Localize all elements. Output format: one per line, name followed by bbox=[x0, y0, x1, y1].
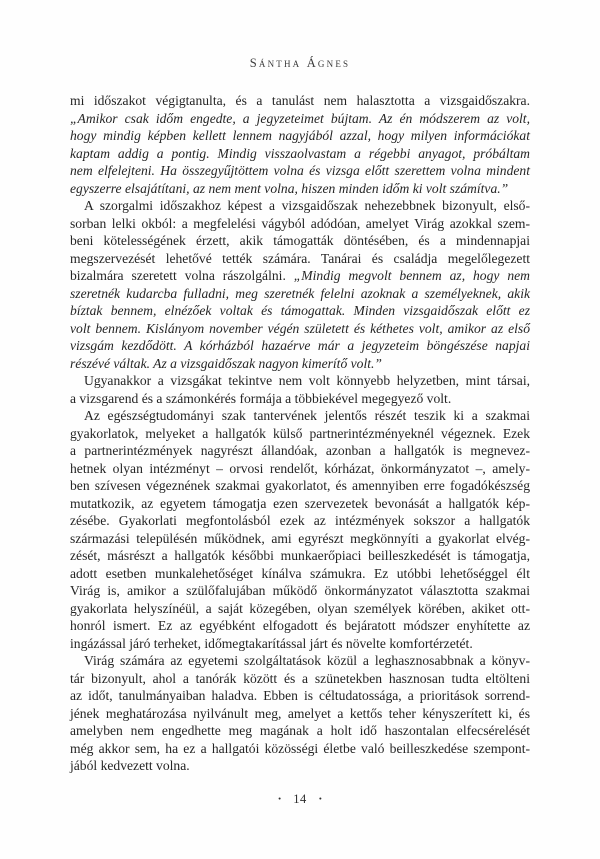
text-line bbox=[70, 652, 530, 670]
body-text: Ugyanakkor a vizsgákat tekintve nem volt könnyebb helyzetben, mint társai, bbox=[84, 373, 530, 388]
text-line bbox=[70, 232, 530, 250]
text-line bbox=[70, 670, 530, 688]
body-text: honról ismert. Ez az egyébként elfogadott és bejáratott módszer enyhítette az bbox=[70, 618, 530, 633]
text-line bbox=[70, 705, 530, 723]
body-text: zését, másrészt a hallgatók későbbi munkaerőpiaci beilleszkedését is támogatja, bbox=[70, 548, 530, 563]
body-text: a vizsgarend és a számonkérés formája a többiekével megegyező volt. bbox=[70, 390, 452, 406]
body-text: ben szívesen végeznének szakmai gyakorlatot, és amennyiben erre fogadókészség bbox=[70, 478, 530, 493]
text-line bbox=[70, 477, 530, 495]
body-text: A szorgalmi időszakhoz képest a vizsgaidőszak nehezebbnek bizonyult, első- bbox=[84, 198, 530, 213]
text-line bbox=[70, 372, 530, 390]
body-text: zésébe. Gyakorlati megfontolásból ezek az intézmények sokszor a hallgatók bbox=[70, 513, 530, 528]
body-text: hetnek olyan intézményt – orvosi rendelőt, kórházat, önkormányzatot –, amely- bbox=[70, 460, 530, 476]
text-line bbox=[70, 267, 530, 285]
body-text: mi időszakot végigtanulta, és a tanulást nem halasztotta a vizsgaidőszakra. bbox=[70, 93, 530, 108]
text-line bbox=[70, 460, 530, 478]
body-text: sorban lelki okból: a megfelelési vágyból adódóan, amelyet Virág azokkal szem- bbox=[70, 215, 530, 231]
body-text: gyakorlata helyszínéül, a saját közegében, olyan személyek körében, akiket ott- bbox=[70, 600, 530, 616]
text-line bbox=[70, 250, 530, 268]
text-line bbox=[70, 512, 530, 530]
quote-text: volt bennem. Kislányom november végén született és kéthetes volt, amikor az első bbox=[70, 320, 530, 336]
text-line bbox=[70, 722, 530, 740]
body-text: származási településén működnek, ami egyrészt megkönnyíti a gyakorlat elvég- bbox=[70, 530, 530, 546]
text-line bbox=[70, 495, 530, 513]
quote-text: szeretnék kudarcba fulladni, meg szeretnék felelni azoknak a személyeknek, akik bbox=[70, 285, 530, 301]
body-text: az időt, tanulmányaiban haladva. Ebben is céltudatossága, a prioritások sorrend- bbox=[70, 688, 530, 703]
text-line bbox=[70, 530, 530, 548]
body-text: Virág is, amikor a szülőfalujában működő önkormányzatot választotta szakmai bbox=[70, 583, 530, 598]
text-line bbox=[70, 355, 530, 373]
body-text: bizalmára szeretett volna rászolgálni. bbox=[70, 268, 294, 283]
text-line bbox=[70, 740, 530, 758]
body-text: Virág számára az egyetemi szolgáltatások közül a leghasznosabbnak a könyv- bbox=[84, 653, 530, 668]
page-footer bbox=[0, 792, 600, 807]
folio-ornament-left: • bbox=[278, 793, 282, 804]
quote-text: hogy mindig képben kellett lennem nagyjából azzal, hogy milyen információkat bbox=[70, 128, 530, 143]
body-text: jából kedvezett volna. bbox=[70, 758, 190, 773]
text-line bbox=[70, 600, 530, 618]
text-line bbox=[70, 302, 530, 320]
text-line bbox=[70, 127, 530, 145]
body-text: Az egészségtudományi szak tantervének jelentős részét teszik ki a szakmai bbox=[84, 408, 530, 423]
text-line bbox=[70, 197, 530, 215]
text-line bbox=[70, 162, 530, 180]
quote-text: kaptam addig a pontig. Mindig visszaolvastam a régebbi anyagot, próbáltam bbox=[70, 145, 530, 161]
text-line bbox=[70, 757, 530, 775]
paragraph bbox=[70, 92, 530, 197]
quote-text: bíztak bennem, elnézőek voltak és támogattak. Minden vizsgaidőszak előtt ez bbox=[70, 303, 530, 318]
text-line bbox=[70, 145, 530, 163]
body-text: megszervezését lehetővé tették számára. Tanárai és családja megelőlegezett bbox=[70, 250, 530, 266]
running-head: Sántha Ágnes bbox=[249, 56, 351, 70]
text-line bbox=[70, 320, 530, 338]
body-text: mutatkozik, az egyetem támogatja ezen szervezetek bevonását a hallgatók kép- bbox=[70, 495, 530, 511]
text-line bbox=[70, 617, 530, 635]
text-block bbox=[70, 92, 530, 775]
quote-text: vizsgám kezdődött. A kórházból hazaérve már a jegyzeteim böngészése napjai bbox=[70, 338, 530, 353]
text-line bbox=[70, 582, 530, 600]
text-line bbox=[70, 635, 530, 653]
body-text: adott esetben munkalehetőséget kínálva számukra. Ez utóbbi lehetőséggel élt bbox=[70, 565, 530, 581]
text-line bbox=[70, 110, 530, 128]
text-line bbox=[70, 390, 530, 408]
body-text: amelyben nem engedhette meg magának a holt idő haszontalan elfecsérelését bbox=[70, 723, 530, 738]
paragraph bbox=[70, 197, 530, 372]
body-text: jének meghatározása nyilvánult meg, amelyet a kettős teher kényszerített ki, és bbox=[70, 705, 530, 721]
body-text: gyakorlatok, melyeket a hallgatók külső partnerintézményeknél végeznek. Ezek bbox=[70, 425, 530, 441]
text-line bbox=[70, 337, 530, 355]
text-line bbox=[70, 425, 530, 443]
body-text: még akkor sem, ha ez a hallgatói közösségi életbe való beilleszkedése szempont- bbox=[70, 740, 530, 756]
paragraph bbox=[70, 372, 530, 407]
body-text: beni kötelességének érzett, akik támogatták döntésében, és a mindennapjai bbox=[70, 233, 530, 248]
quote-text: egyszerre elsajátítani, az nem ment volna, hiszen minden időm ki volt számítva.” bbox=[70, 180, 509, 196]
page-number: 14 bbox=[293, 792, 307, 806]
paragraph bbox=[70, 407, 530, 652]
text-line bbox=[70, 92, 530, 110]
paragraph bbox=[70, 652, 530, 775]
quote-text: „Mindig megvolt bennem az, hogy nem bbox=[293, 268, 530, 283]
text-line bbox=[70, 215, 530, 233]
body-text: a partnerintézmények nagyrészt állandóak, azonban a hallgatók is megnevez- bbox=[70, 443, 530, 458]
text-line bbox=[70, 547, 530, 565]
text-line bbox=[70, 285, 530, 303]
body-text: ingázással járó terheket, időmegtakarítással járt és növelte komfortérzetét. bbox=[70, 635, 473, 651]
body-text: tár bizonyult, ahol a tanórák között és a szünetekben hasznosan tudta eltölteni bbox=[70, 670, 530, 686]
text-line bbox=[70, 687, 530, 705]
quote-text: nem elfelejteni. Ha összegyűjtöttem volna és vizsga előtt szerettem volna mindent bbox=[70, 163, 530, 178]
quote-text: „Amikor csak időm engedte, a jegyzeteimet bújtam. Az én módszerem az volt, bbox=[70, 110, 530, 126]
text-line bbox=[70, 407, 530, 425]
folio-ornament-right: • bbox=[318, 793, 322, 804]
text-line bbox=[70, 180, 530, 198]
quote-text: részévé váltak. Az a vizsgaidőszak nagyon kimerítő volt.” bbox=[70, 355, 382, 371]
text-line bbox=[70, 442, 530, 460]
text-line bbox=[70, 565, 530, 583]
